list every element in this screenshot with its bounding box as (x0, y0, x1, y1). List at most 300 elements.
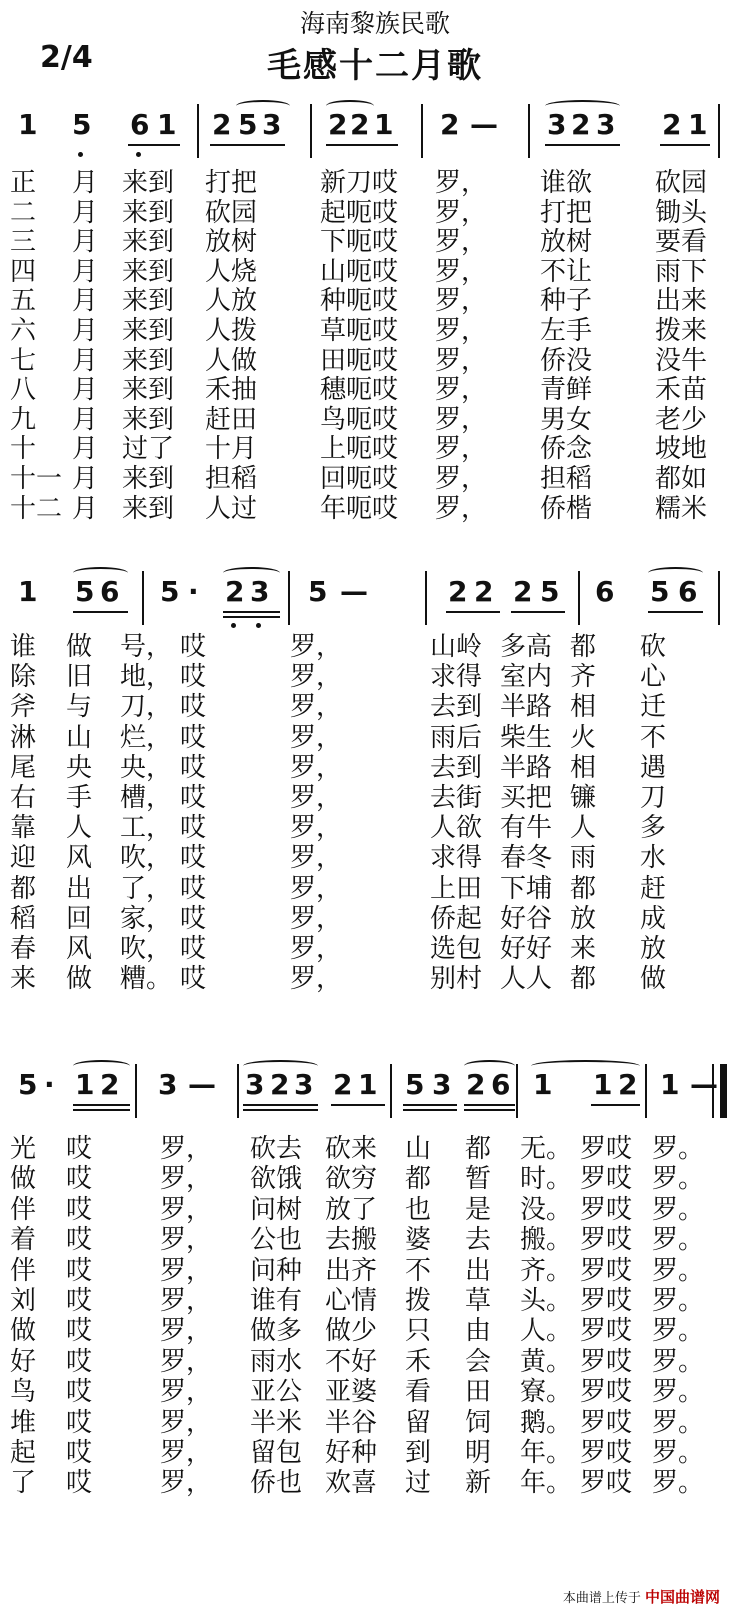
lyric-syllable: 时。 (520, 1164, 573, 1195)
lyric-syllable: 工， (120, 813, 173, 844)
lyric-syllable: 侨念 (540, 434, 593, 465)
lyric-syllable: 年。 (520, 1438, 573, 1468)
lyric-syllable: 都 (570, 873, 597, 904)
lyric-syllable: 暂 (465, 1164, 492, 1195)
lyric-syllable: 罗， (290, 692, 343, 723)
lyric-syllable: 月 (72, 493, 99, 524)
lyric-syllable: 罗， (290, 903, 343, 934)
lyric-syllable: 来到 (122, 227, 175, 258)
lyric-syllable: 月 (72, 197, 99, 228)
lyric-syllable: 八 (10, 375, 37, 406)
lyric-syllable: 来到 (122, 464, 175, 494)
lyric-syllable: 罗， (435, 464, 488, 494)
lyric-syllable: 搬。 (520, 1225, 573, 1256)
lyric-syllable: 留 (405, 1407, 432, 1438)
lyric-syllable: 来 (10, 964, 37, 995)
rhythm-beam (464, 1104, 515, 1106)
lyric-syllable: 哎 (66, 1134, 93, 1164)
lyric-syllable: 都如 (655, 464, 708, 494)
lyric-syllable: 人做 (205, 345, 258, 376)
note: 5 (18, 1068, 38, 1101)
lyric-syllable: 哎 (180, 964, 207, 995)
lyric-syllable: 半路 (500, 752, 553, 783)
lyric-syllable: 来到 (122, 493, 175, 524)
lyric-syllable: 着 (10, 1225, 37, 1256)
lyric-syllable: 鹅。 (520, 1407, 573, 1438)
lyric-syllable: 锄头 (655, 197, 708, 228)
lyric-syllable: 除 (10, 662, 37, 693)
lyric-syllable: 新 (465, 1468, 492, 1499)
lyric-syllable: 放树 (540, 227, 593, 258)
lyric-syllable: 做多 (250, 1316, 303, 1347)
lyric-syllable: 哎 (180, 632, 207, 662)
lyric-syllable: 遇 (640, 752, 667, 783)
lyric-syllable: 人人 (500, 964, 553, 995)
note: 2 (440, 108, 460, 141)
bar-line (645, 1064, 647, 1118)
rhythm-beam (511, 611, 565, 613)
lyric-syllable: 做少 (325, 1316, 378, 1347)
lyric-syllable: 侨楷 (540, 493, 593, 524)
lyric-syllable: 去搬 (325, 1225, 378, 1256)
note: 1 (18, 575, 38, 608)
lyric-syllable: 人欲 (430, 813, 483, 844)
slur (531, 1060, 640, 1072)
lyric-syllable: 罗。 (652, 1316, 705, 1347)
bar-line (718, 571, 720, 625)
lyric-syllable: 来到 (122, 197, 175, 228)
lyric-syllable: 哎 (180, 783, 207, 813)
note: 2 (270, 1068, 290, 1101)
lyric-syllable: 来到 (122, 345, 175, 376)
lyric-syllable: 青鲜 (540, 375, 593, 406)
lyric-syllable: 罗哎 (580, 1438, 633, 1468)
lyric-syllable: 雨后 (430, 722, 483, 753)
lyric-syllable: 罗。 (652, 1225, 705, 1256)
lyric-syllable: 放了 (325, 1194, 378, 1225)
note: 5 (540, 575, 560, 608)
lyric-syllable: 欢喜 (325, 1468, 378, 1499)
song-subtitle: 海南黎族民歌 (299, 9, 450, 38)
lyric-syllable: 罗。 (652, 1438, 705, 1468)
lyric-syllable: 赶田 (205, 404, 258, 435)
lyric-syllable: 欲穷 (325, 1164, 378, 1195)
lyric-syllable: 亚婆 (325, 1377, 378, 1408)
lyric-syllable: 只 (405, 1316, 432, 1347)
lyric-syllable: 半路 (500, 692, 553, 723)
lyric-syllable: 哎 (66, 1255, 93, 1286)
lyric-syllable: 九 (10, 404, 37, 435)
note: 6 (130, 108, 150, 141)
lyric-syllable: 都 (465, 1134, 492, 1164)
lyric-syllable: 哎 (180, 722, 207, 753)
lyric-syllable: 来到 (122, 286, 175, 317)
bar-line (310, 104, 312, 158)
lyric-syllable: 罗， (435, 316, 488, 346)
note: 2 (474, 575, 494, 608)
lyric-syllable: 别村 (430, 964, 483, 995)
lyric-syllable: 哎 (66, 1225, 93, 1256)
note: 1 (358, 1068, 378, 1101)
lyric-syllable: 罗哎 (580, 1407, 633, 1438)
lyric-syllable: 糟。 (120, 964, 173, 995)
rhythm-beam-double (243, 1109, 318, 1111)
note: 3 (245, 1068, 265, 1101)
bar-line (135, 1064, 137, 1118)
lyric-syllable: 十月 (205, 434, 258, 465)
lyric-syllable: 担稻 (205, 464, 258, 494)
lyric-syllable: 草呃哎 (320, 316, 399, 346)
lyric-syllable: 田 (465, 1377, 492, 1408)
footer-site: 中国曲谱网 (644, 1588, 720, 1606)
lyric-syllable: 没牛 (655, 345, 708, 376)
lyric-syllable: 月 (72, 316, 99, 346)
note: 2 (225, 575, 245, 608)
lyric-syllable: 成 (640, 903, 667, 934)
lyric-syllable: 伴 (10, 1194, 37, 1225)
rhythm-beam (128, 144, 180, 146)
lyric-syllable: 公也 (250, 1225, 303, 1256)
lyric-syllable: 鸟 (10, 1377, 37, 1408)
notation-row (0, 575, 750, 635)
note: 2 (328, 108, 348, 141)
lyric-syllable: 吹， (120, 934, 173, 964)
lyric-syllable: 罗， (160, 1346, 213, 1377)
rhythm-beam (660, 144, 710, 146)
slur (326, 100, 374, 112)
lyric-syllable: 罗， (435, 168, 488, 198)
note: 2 (571, 108, 591, 141)
lyric-syllable: 堆 (10, 1407, 37, 1438)
lyric-syllable: 好 (10, 1346, 37, 1377)
rhythm-beam (243, 1104, 318, 1106)
lyric-syllable: 罗， (435, 375, 488, 406)
lyric-syllable: 砍去 (250, 1134, 303, 1164)
lyric-syllable: 禾 (405, 1346, 432, 1377)
lyric-syllable: 问种 (250, 1255, 303, 1286)
lyric-syllable: 地， (120, 662, 173, 693)
note: 5 (405, 1068, 425, 1101)
lyric-syllable: 打把 (205, 168, 258, 198)
lyric-syllable: 罗， (160, 1316, 213, 1347)
bar-line (421, 104, 423, 158)
lyric-syllable: 谁欲 (540, 168, 593, 198)
lyric-syllable: 下埔 (500, 873, 553, 904)
lyric-syllable: 求得 (430, 843, 483, 874)
lyric-syllable: 刘 (10, 1286, 37, 1316)
rhythm-beam (403, 1104, 457, 1106)
lyric-syllable: 种呃哎 (320, 286, 399, 317)
lyric-syllable: 谁有 (250, 1286, 303, 1316)
note: 3 (262, 108, 282, 141)
lyric-syllable: 放 (570, 903, 597, 934)
lyric-syllable: 侨没 (540, 345, 593, 376)
rhythm-beam (545, 144, 620, 146)
lyric-syllable: 出来 (655, 286, 708, 317)
lyric-syllable: 罗。 (652, 1255, 705, 1286)
lyric-syllable: 罗， (435, 345, 488, 376)
rhythm-beam-double (73, 1109, 130, 1111)
lyric-syllable: 哎 (180, 662, 207, 693)
lyric-syllable: 来 (570, 934, 597, 964)
lyric-syllable: 六 (10, 316, 37, 346)
lyric-syllable: 人 (66, 813, 93, 844)
lyric-syllable: 柴生 (500, 722, 553, 753)
lyric-syllable: 罗哎 (580, 1225, 633, 1256)
lyric-syllable: 春冬 (500, 843, 553, 874)
lyric-syllable: 月 (72, 286, 99, 317)
note: · (188, 575, 199, 608)
slur (545, 100, 620, 112)
lyric-syllable: 来到 (122, 375, 175, 406)
slur (73, 1060, 130, 1072)
lyric-syllable: 男女 (540, 404, 593, 435)
lyric-syllable: 十一 (10, 464, 63, 494)
lyric-syllable: 哎 (66, 1286, 93, 1316)
lyric-syllable: 寮。 (520, 1377, 573, 1408)
lyric-syllable: 罗， (160, 1407, 213, 1438)
lyric-syllable: 侨也 (250, 1468, 303, 1499)
lyric-syllable: 手 (66, 783, 93, 813)
lyric-syllable: 靠 (10, 813, 37, 844)
lyric-syllable: 哎 (66, 1407, 93, 1438)
lyric-syllable: 罗， (160, 1134, 213, 1164)
lyric-syllable: 吹， (120, 843, 173, 874)
lyric-syllable: 雨下 (655, 256, 708, 287)
lyric-syllable: 来到 (122, 404, 175, 435)
bar-line (288, 571, 290, 625)
lyric-syllable: 哎 (66, 1377, 93, 1408)
lyric-syllable: 山呃哎 (320, 256, 399, 287)
lyric-syllable: 人。 (520, 1316, 573, 1347)
note: 3 (432, 1068, 452, 1101)
bar-line (237, 1064, 239, 1118)
lyric-syllable: 禾苗 (655, 375, 708, 406)
rhythm-beam (331, 1104, 385, 1106)
lyric-syllable: 哎 (180, 843, 207, 874)
lyric-syllable: 罗， (290, 843, 343, 874)
lyric-syllable: 下呃哎 (320, 227, 399, 258)
bar-line (425, 571, 427, 625)
lyric-syllable: 罗哎 (580, 1468, 633, 1499)
lyric-syllable: 罗， (160, 1225, 213, 1256)
lyric-syllable: 月 (72, 345, 99, 376)
lyric-syllable: 了， (120, 873, 173, 904)
note: 3 (158, 1068, 178, 1101)
lyric-syllable: 也 (405, 1194, 432, 1225)
lyric-syllable: 出 (465, 1255, 492, 1286)
lyric-syllable: 打把 (540, 197, 593, 228)
slur (223, 567, 280, 579)
footer-note: 本曲谱上传于 (562, 1591, 641, 1606)
lyric-syllable: 哎 (66, 1194, 93, 1225)
lyric-syllable: 由 (465, 1316, 492, 1347)
lyric-syllable: 罗哎 (580, 1134, 633, 1164)
lyric-syllable: 罗。 (652, 1377, 705, 1408)
lyric-syllable: 来到 (122, 316, 175, 346)
lyric-syllable: 十二 (10, 493, 63, 524)
lyric-syllable: 欲饿 (250, 1164, 303, 1195)
lyric-syllable: 做 (10, 1316, 37, 1347)
lyric-syllable: 头。 (520, 1286, 573, 1316)
lyric-syllable: 都 (405, 1164, 432, 1195)
bar-line (197, 104, 199, 158)
lyric-syllable: 好种 (325, 1438, 378, 1468)
lyric-syllable: 光 (10, 1134, 37, 1164)
note: 6 (491, 1068, 511, 1101)
lyric-syllable: 烂， (120, 722, 173, 753)
bar-line (578, 571, 580, 625)
lyric-syllable: 去 (465, 1225, 492, 1256)
lyric-syllable: 罗， (435, 493, 488, 524)
lyric-syllable: 来到 (122, 168, 175, 198)
lyric-syllable: 四 (10, 256, 37, 287)
lyric-syllable: 上呃哎 (320, 434, 399, 465)
lyric-syllable: 多 (640, 813, 667, 844)
octave-dot (231, 623, 236, 628)
note: 2 (513, 575, 533, 608)
lyric-syllable: 无。 (520, 1134, 573, 1164)
lyric-syllable: 选包 (430, 934, 483, 964)
lyric-syllable: 人拨 (205, 316, 258, 346)
lyric-syllable: 人过 (205, 493, 258, 524)
lyric-syllable: 罗哎 (580, 1286, 633, 1316)
lyric-syllable: 雨水 (250, 1346, 303, 1377)
lyric-syllable: 多高 (500, 632, 553, 662)
note: 5 (72, 108, 92, 141)
lyric-syllable: 相 (570, 692, 597, 723)
lyric-syllable: 求得 (430, 662, 483, 693)
lyric-syllable: 担稻 (540, 464, 593, 494)
lyric-syllable: 罗， (160, 1194, 213, 1225)
lyric-syllable: 要看 (655, 227, 708, 258)
lyric-syllable: 会 (465, 1346, 492, 1377)
lyric-syllable: 月 (72, 434, 99, 465)
rhythm-beam (648, 611, 703, 613)
lyric-syllable: 侨起 (430, 903, 483, 934)
lyric-syllable: 年。 (520, 1468, 573, 1499)
lyric-syllable: 迁 (640, 692, 667, 723)
note: · (44, 1068, 55, 1101)
lyric-syllable: 罗哎 (580, 1377, 633, 1408)
lyric-syllable: 刀 (640, 783, 667, 813)
lyric-syllable: 鸟呃哎 (320, 404, 399, 435)
lyric-syllable: 月 (72, 375, 99, 406)
note: 2 (100, 1068, 120, 1101)
lyric-syllable: 稻 (10, 903, 37, 934)
lyric-syllable: 拨来 (655, 316, 708, 346)
lyric-syllable: 月 (72, 256, 99, 287)
song-title: 毛感十二月歌 (267, 46, 483, 86)
lyric-syllable: 室内 (500, 662, 553, 693)
lyric-syllable: 水 (640, 843, 667, 874)
lyric-syllable: 罗。 (652, 1286, 705, 1316)
lyric-syllable: 人放 (205, 286, 258, 317)
note: 3 (547, 108, 567, 141)
lyric-syllable: 罗。 (652, 1134, 705, 1164)
bar-line (142, 571, 144, 625)
lyric-syllable: 罗哎 (580, 1194, 633, 1225)
lyric-syllable: 罗， (160, 1286, 213, 1316)
slur (464, 1060, 515, 1072)
lyric-syllable: 尾 (10, 752, 37, 783)
rhythm-beam (73, 611, 128, 613)
lyric-syllable: 回呃哎 (320, 464, 399, 494)
lyric-syllable: 哎 (66, 1346, 93, 1377)
lyric-syllable: 罗， (160, 1255, 213, 1286)
lyric-syllable: 刀， (120, 692, 173, 723)
lyric-syllable: 糯米 (655, 493, 708, 524)
note: 3 (294, 1068, 314, 1101)
note: 2 (350, 108, 370, 141)
lyric-syllable: 了 (10, 1468, 37, 1499)
lyric-syllable: 拨 (405, 1286, 432, 1316)
lyric-syllable: 过 (405, 1468, 432, 1499)
bar-line (516, 1064, 518, 1118)
lyric-syllable: 罗， (435, 404, 488, 435)
lyric-syllable: 哎 (66, 1316, 93, 1347)
lyric-syllable: 放 (640, 934, 667, 964)
octave-dot (136, 152, 141, 157)
lyric-syllable: 出齐 (325, 1255, 378, 1286)
lyric-syllable: 草 (465, 1286, 492, 1316)
bar-line (390, 1064, 392, 1118)
lyric-syllable: 亚公 (250, 1377, 303, 1408)
lyric-syllable: 三 (10, 227, 37, 258)
lyric-syllable: 罗， (435, 197, 488, 228)
notation-row (0, 1068, 750, 1128)
slur (648, 567, 703, 579)
lyric-syllable: 左手 (540, 316, 593, 346)
note: 2 (618, 1068, 638, 1101)
lyric-syllable: 雨 (570, 843, 597, 874)
lyric-syllable: 哎 (180, 813, 207, 844)
rhythm-beam-double (403, 1109, 457, 1111)
lyric-syllable: 出 (66, 873, 93, 904)
note: — (340, 575, 368, 608)
lyric-syllable: 婆 (405, 1225, 432, 1256)
lyric-syllable: 哎 (66, 1468, 93, 1499)
footer (563, 1586, 720, 1607)
lyric-syllable: 不 (640, 722, 667, 753)
lyric-syllable: 齐。 (520, 1255, 573, 1286)
lyric-syllable: 央， (120, 752, 173, 783)
lyric-syllable: 做 (10, 1164, 37, 1195)
note: 5 (75, 575, 95, 608)
note: 2 (662, 108, 682, 141)
lyric-syllable: 罗， (290, 813, 343, 844)
rhythm-beam (446, 611, 500, 613)
lyric-syllable: 谁 (10, 632, 37, 662)
lyric-syllable: 做 (66, 964, 93, 995)
note: 5 (238, 108, 258, 141)
lyric-syllable: 罗。 (652, 1407, 705, 1438)
lyric-syllable: 做 (66, 632, 93, 662)
lyric-syllable: 回 (66, 903, 93, 934)
time-signature: 2/4 (40, 40, 93, 75)
lyric-syllable: 罗， (160, 1438, 213, 1468)
lyric-syllable: 半米 (250, 1407, 303, 1438)
lyric-syllable: 罗。 (652, 1164, 705, 1195)
rhythm-beam (210, 144, 285, 146)
lyric-syllable: 罗， (160, 1164, 213, 1195)
lyric-syllable: 问树 (250, 1194, 303, 1225)
lyric-syllable: 月 (72, 227, 99, 258)
rhythm-beam-double (464, 1109, 515, 1111)
lyric-syllable: 心情 (325, 1286, 378, 1316)
lyric-syllable: 去到 (430, 692, 483, 723)
lyric-syllable: 罗， (160, 1377, 213, 1408)
